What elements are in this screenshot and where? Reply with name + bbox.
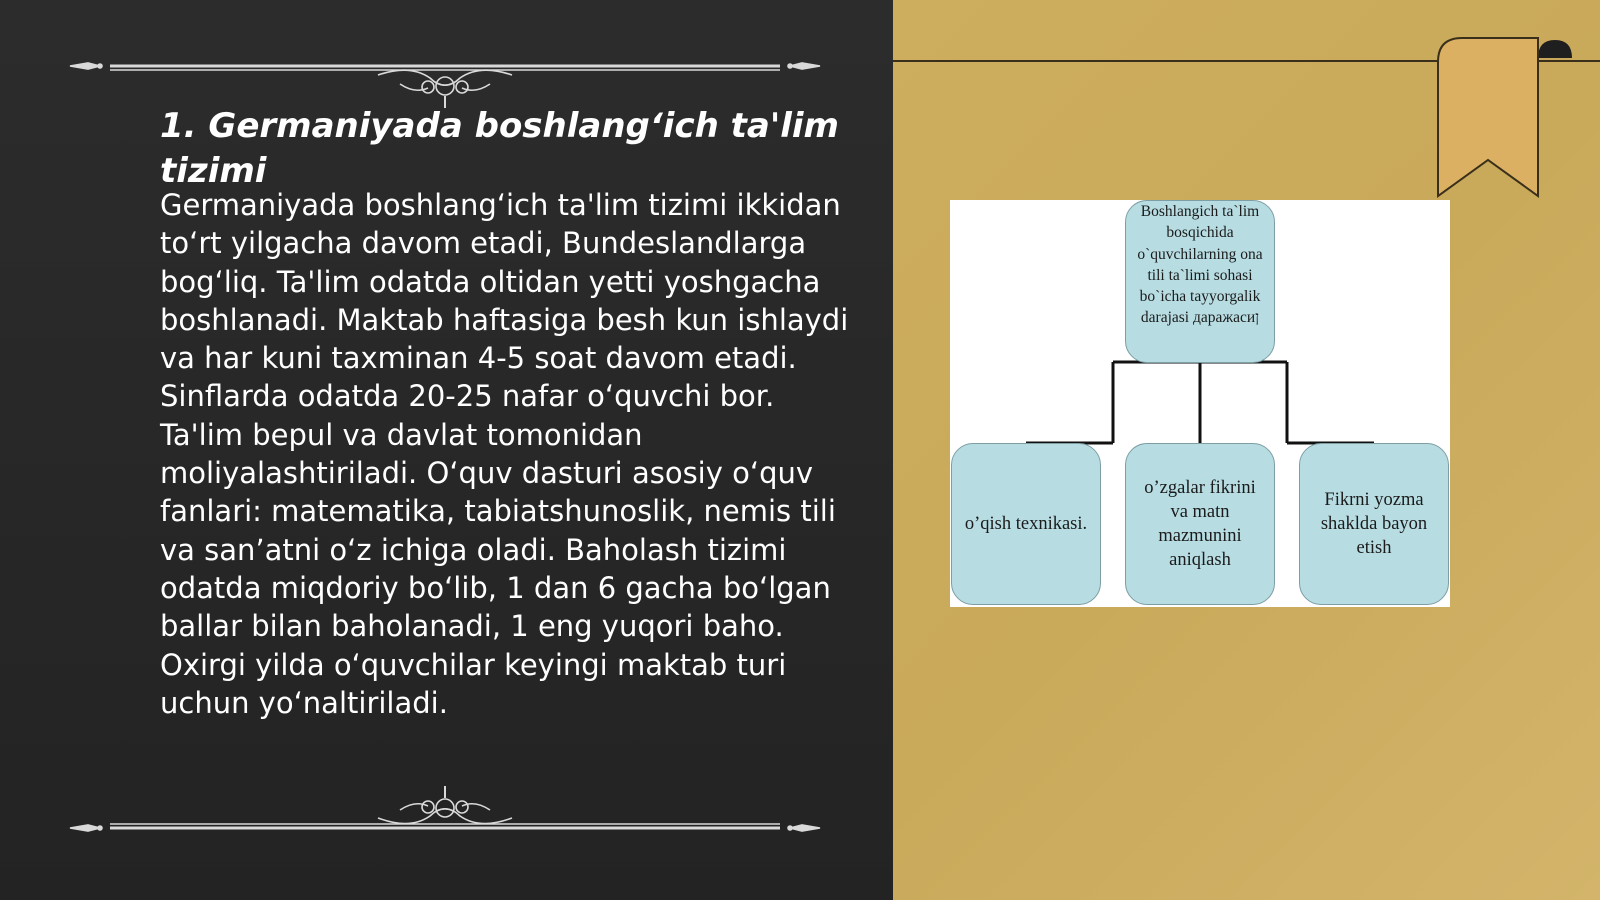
diagram-node-written-expression: Fikrni yozma shaklda bayon etish bbox=[1299, 443, 1449, 605]
bookmark-icon bbox=[1430, 36, 1600, 201]
slide-title: 1. Germaniyada boshlang‘ich ta'lim tizimi bbox=[160, 106, 839, 191]
diagram-node-text-comprehension: o’zgalar fikrini va matn mazmunini aniqlash bbox=[1125, 443, 1275, 605]
bottom-ornament bbox=[60, 770, 830, 840]
diagram-root-node: Boshlangich ta`lim bosqichida o`quvchilarning ona tili ta`limi sohasi bo`icha tayyorgalik darajasi даражасиן bbox=[1125, 200, 1275, 363]
diagram-node-reading-technique: o’qish texnikasi. bbox=[951, 443, 1101, 605]
diagram-card bbox=[950, 200, 1450, 607]
slide-body-text: Germaniyada boshlang‘ich ta'lim tizimi ikkidan to‘rt yilgacha davom etadi, Bundeslandlarga bog‘liq. Ta'lim odatda oltidan yetti yoshgacha boshlanadi. Maktab haftasiga besh kun ishlaydi va har kuni taxminan 4-5 soat davom etadi. Sinflarda odatda 20-25 nafar o‘quvchi bor. Ta'lim bepul va davlat tomonidan moliyalashtiriladi. O‘quv dasturi asosiy o‘quv fanlari: matematika, tabiatshunoslik, nemis tili va san’atni o‘z ichiga oladi. Baholash tizimi odatda miqdoriy bo‘lib, 1 dan 6 gacha bo‘lgan ballar bilan baholanadi, 1 eng yuqori baho. Oxirgi yilda o‘quvchilar keyingi maktab turi uchun yo‘naltiriladi. bbox=[160, 188, 849, 720]
top-ornament bbox=[60, 40, 830, 110]
